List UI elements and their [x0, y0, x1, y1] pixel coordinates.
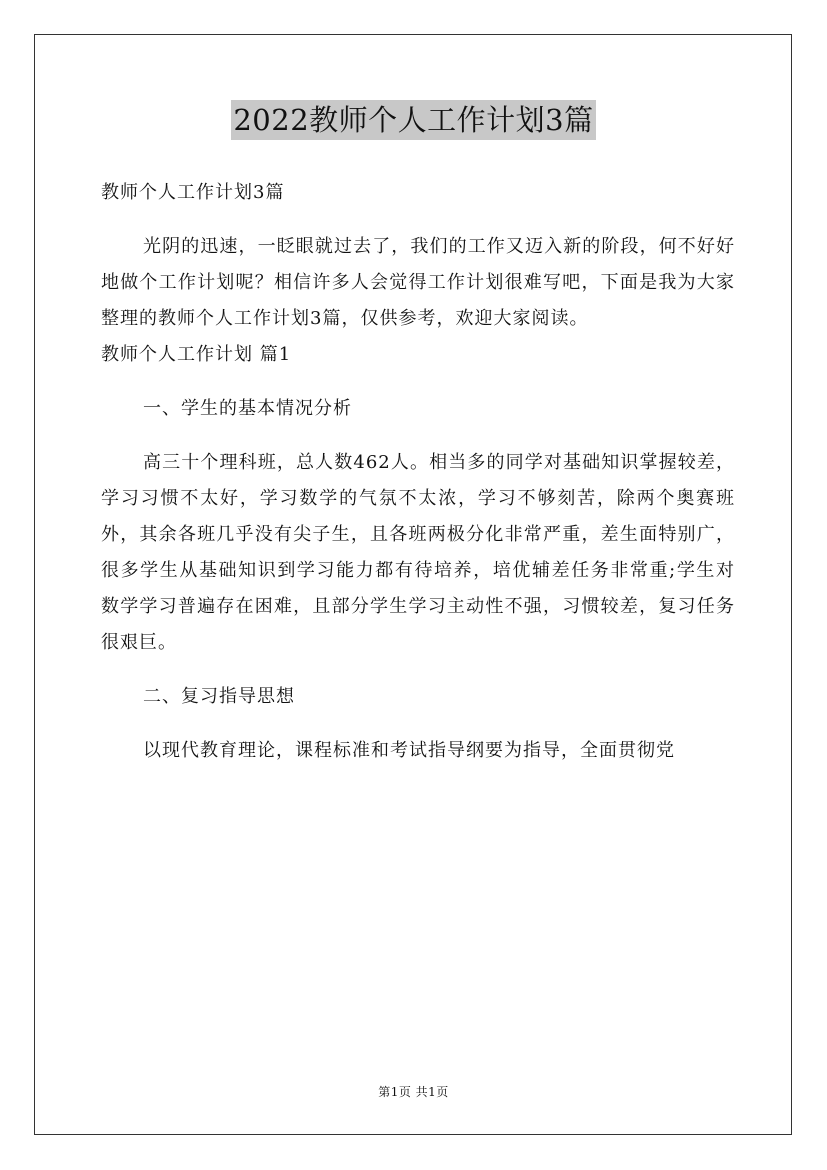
intro-paragraph: 光阴的迅速，一眨眼就过去了，我们的工作又迈入新的阶段，何不好好地做个工作计划呢？相信许多人会觉得工作计划很难写吧，下面是我为大家整理的教师个人工作计划3篇，仅供参考，欢迎大家阅读。: [101, 236, 735, 329]
document-subtitle: 教师个人工作计划3篇: [101, 182, 285, 203]
paragraph-student-analysis: 高三十个理科班，总人数462人。相当多的同学对基础知识掌握较差，学习习惯不太好，学习数学的气氛不太浓，学习不够刻苦，除两个奥赛班外，其余各班几乎没有尖子生，且各班两极分化非常严重，差生面特别广，很多学生从基础知识到学习能力都有待培养，培优辅差任务非常重;学生对数学学习普遍存在困难，且部分学生学习主动性不强，习惯较差，复习任务很艰巨。: [101, 452, 735, 653]
heading-review-guidance: 二、复习指导思想: [143, 686, 295, 707]
page-footer: 第1页 共1页: [378, 1085, 449, 1099]
title-container: [0, 100, 827, 140]
document-title: 2022教师个人工作计划3篇: [231, 100, 595, 140]
section-title: 教师个人工作计划 篇1: [101, 344, 292, 365]
paragraph-review-guidance: 以现代教育理论，课程标准和考试指导纲要为指导，全面贯彻党: [143, 740, 675, 761]
heading-student-analysis: 一、学生的基本情况分析: [143, 398, 352, 419]
document-body: [101, 175, 735, 769]
